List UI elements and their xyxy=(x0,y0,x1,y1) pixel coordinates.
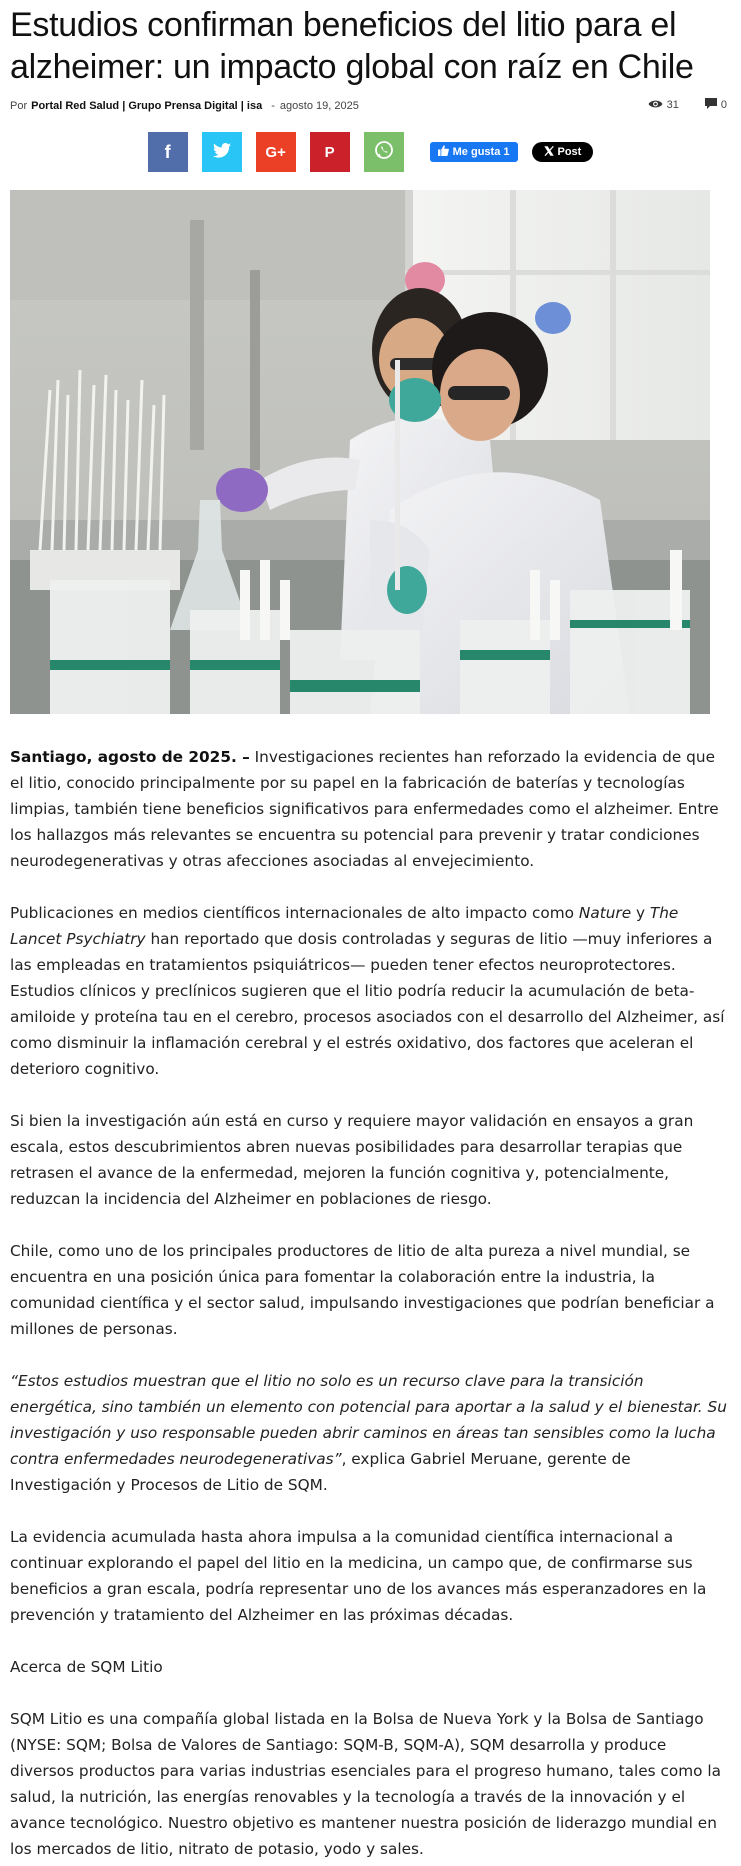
whatsapp-icon xyxy=(374,140,394,165)
meta-separator: - xyxy=(271,100,275,112)
thumbs-up-icon xyxy=(438,145,449,159)
x-post-button[interactable] xyxy=(532,142,594,162)
views-count: 31 xyxy=(666,99,679,111)
facebook-share-button[interactable] xyxy=(148,132,188,172)
googleplus-icon: G+ xyxy=(265,143,286,161)
twitter-share-button[interactable] xyxy=(202,132,242,172)
paragraph-1: Santiago, agosto de 2025. – Investigaciones recientes han reforzado la evidencia de que el litio, conocido principalmente por su papel en la fabricación de baterías y tecnologías limpias, también tiene beneficios significativos para enfermedades como el alzheimer. Entre los hallazgos más relevantes se encuentra su potencial para prevenir y tratar condiciones neurodegenerativas y otras afecciones asociadas al envejecimiento. xyxy=(10,748,719,870)
quote: “Estos estudios muestran que el litio no solo es un recurso clave para la transición energética, sino también un elemento con potencial para aportar a la salud y el bienestar. Su investigación y uso responsable pueden abrir caminos en áreas tan sensibles como la lucha contra enfermedades neurodegenerativas” xyxy=(10,1372,727,1468)
eye-icon xyxy=(648,99,663,112)
meta-stats xyxy=(648,98,727,112)
by-label: Por xyxy=(10,100,28,112)
article-meta xyxy=(10,98,731,114)
journal-lancet: The Lancet Psychiatry xyxy=(10,904,679,948)
whatsapp-share-button[interactable] xyxy=(364,132,404,172)
paragraph-3: Si bien la investigación aún está en curso y requiere mayor validación en ensayos a gran escala, estos descubrimientos abren nuevas posibilidades para desarrollar terapias que retrasen el avance de la enfermedad, mejoren la función cognitiva y, potencialmente, reduzcan la incidencia del Alzheimer en poblaciones de riesgo. xyxy=(10,1112,694,1208)
publish-date: agosto 19, 2025 xyxy=(279,100,359,112)
post-label: Post xyxy=(557,146,582,158)
dateline: Santiago, agosto de 2025. – xyxy=(10,748,250,766)
page-title: Estudios confirman beneficios del litio para el alzheimer: un impacto global con raíz en Chile xyxy=(10,6,694,86)
paragraph-5: “Estos estudios muestran que el litio no solo es un recurso clave para la transición energética, sino también un elemento con potencial para aportar a la salud y el bienestar. Su investigación y uso responsable pueden abrir caminos en áreas tan sensibles como la lucha contra enfermedades neurodegenerativas”, explica Gabriel Meruane, gerente de Investigación y Procesos de Litio de SQM. xyxy=(10,1372,727,1494)
like-label: Me gusta 1 xyxy=(452,146,510,158)
paragraph-4: Chile, como uno de los principales productores de litio de alta pureza a nivel mundial, se encuentra en una posición única para fomentar la colaboración entre la industria, la comunidad científica y el sector salud, impulsando investigaciones que podrían beneficiar a millones de personas. xyxy=(10,1242,715,1338)
twitter-icon xyxy=(213,142,231,163)
article-body xyxy=(10,744,731,1862)
x-logo-icon xyxy=(544,146,554,159)
comment-icon[interactable] xyxy=(705,98,717,112)
facebook-icon: f xyxy=(164,141,171,162)
share-bar xyxy=(10,132,731,172)
article-container xyxy=(0,4,741,1862)
pinterest-share-button[interactable] xyxy=(310,132,350,172)
author-link[interactable]: Portal Red Salud | Grupo Prensa Digital | isa xyxy=(31,100,263,112)
section-heading-about: Acerca de SQM Litio xyxy=(10,1658,163,1676)
paragraph-6: La evidencia acumulada hasta ahora impulsa a la comunidad científica internacional a continuar explorando el papel del litio en la medicina, un campo que, de confirmarse sus beneficios a gran escala, podría representar uno de los avances más esperanzadores en la prevención y tratamiento del Alzheimer en las próximas décadas. xyxy=(10,1528,707,1624)
journal-nature: Nature xyxy=(578,904,632,922)
paragraph-2: Publicaciones en medios científicos internacionales de alto impacto como Nature y The Lancet Psychiatry han reportado que dosis controladas y seguras de litio —muy inferiores a las empleadas en tratamientos psiquiátricos— pueden tener efectos neuroprotectores. Estudios clínicos y preclínicos sugieren que el litio podría reducir la acumulación de beta-amiloide y proteína tau en el cerebro, procesos asociados con el desarrollo del Alzheimer, así como disminuir la inflamación cerebral y el estrés oxidativo, dos factores que aceleran el deterioro cognitivo. xyxy=(10,904,725,1078)
featured-photo xyxy=(10,190,710,714)
googleplus-share-button[interactable] xyxy=(256,132,296,172)
paragraph-about: SQM Litio es una compañía global listada en la Bolsa de Nueva York y la Bolsa de Santiago (NYSE: SQM; Bolsa de Valores de Santiago: SQM-B, SQM-A), SQM desarrolla y produce diversos productos para varias industrias esenciales para el progreso humano, tales como la salud, la nutrición, las energías renovables y la tecnología a través de la innovación y el avance tecnológico. Nuestro objetivo es mantener nuestra posición de liderazgo mundial en los mercados de litio, nitrato de potasio, yodo y sales. xyxy=(10,1710,721,1858)
comments-count[interactable]: 0 xyxy=(720,99,727,111)
pinterest-icon: P xyxy=(324,143,335,161)
facebook-like-button[interactable] xyxy=(430,142,518,162)
